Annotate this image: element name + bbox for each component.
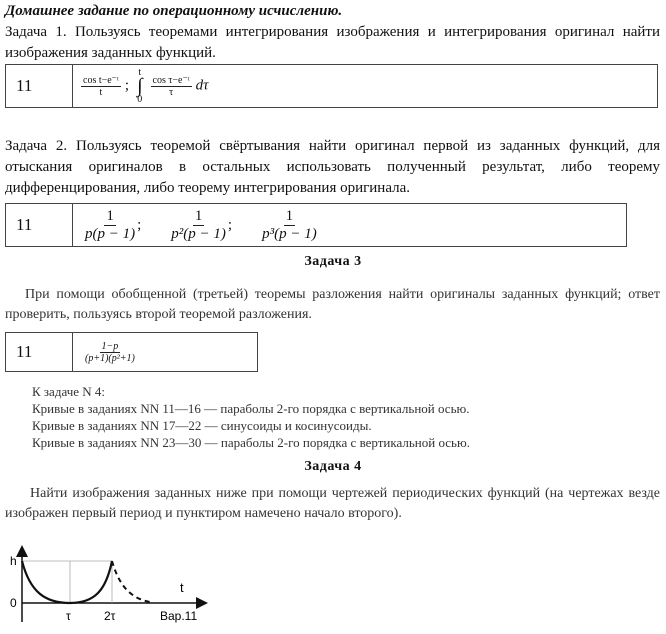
task1-fraction [81, 75, 121, 98]
integral-tail: dτ [195, 77, 209, 94]
task2-fraction-3: $\frac{1}{\text{p³(p − 1)}}$ [262, 207, 317, 242]
task3-expression [73, 333, 258, 372]
task3-numerator: 1−p [101, 340, 119, 352]
task1-text: Задача 1. Пользуясь теоремами интегрирования изображения и интегрирования оригинал найти изображения заданных функций. [5, 24, 660, 61]
task2-table [5, 203, 627, 247]
task1-denominator: t [99, 86, 103, 98]
task4-notes [32, 383, 470, 451]
notes-line-2: Кривые в заданиях NN 11—16 — параболы 2-го порядка с вертикальной осью. [32, 401, 470, 416]
integral-upper: t [138, 67, 142, 78]
integral-lower: 0 [137, 94, 143, 105]
task4-heading: Задача 4 [304, 459, 362, 474]
label-tau: τ [66, 609, 71, 623]
integrand-denominator: τ [169, 86, 174, 98]
task3-table [5, 332, 258, 372]
second-period-dashed [112, 561, 150, 602]
task2-fraction-1: $\frac{1}{p(p - 1)}$ [85, 207, 136, 242]
task1-table [5, 64, 658, 108]
task3-fraction [83, 341, 137, 364]
task3-text: При помощи обобщенной (третьей) теоремы разложения найти оригиналы заданных функций; ответ проверить, пользуясь второй теоремой разложения. [5, 287, 660, 322]
label-t: t [180, 580, 184, 595]
notes-line-3: Кривые в заданиях NN 17—22 — синусоиды и косинусоиды. [32, 418, 372, 433]
first-period-curve [22, 561, 112, 603]
notes-line-4: Кривые в заданиях NN 23—30 — параболы 2-го порядка с вертикальной осью. [32, 435, 470, 450]
notes-line-1: К задаче N 4: [32, 384, 105, 399]
task2-row-number: 11 [6, 204, 73, 247]
periodic-function-graph [0, 540, 220, 634]
integral [137, 67, 142, 105]
task1-separator: ; [124, 77, 130, 94]
task2-expressions: $\frac{1}{p(p - 1)}$ ; $\frac{1}{\text{p²(p − 1)}}$ ; $\frac{1}{\text{p³(p − 1)}}$ [73, 204, 627, 247]
integrand-fraction [151, 75, 192, 98]
task1-expression [73, 65, 658, 108]
task4-text: Найти изображения заданных ниже при помощи чертежей периодических функций (на чертежах везде изображен первый период и пунктиром намечено начало второго). [5, 486, 660, 521]
task1-numerator: cos t−e⁻ᵗ [83, 74, 119, 86]
label-zero: 0 [10, 596, 17, 610]
task1-row-number: 11 [6, 65, 73, 108]
variant-label: Вар.11 [160, 609, 198, 623]
page-title: Домашнее задание по операционному исчислению. [5, 3, 343, 19]
integral-sign: ∫ [137, 75, 143, 97]
task2-fraction-2: $\frac{1}{\text{p²(p − 1)}}$ [171, 207, 226, 242]
task2-text: Задача 2. Пользуясь теоремой свёртывания найти оригинал первой из заданных функций, для отыскания оригиналов в остальных использовать полученный результат, либо теорему дифференцирования, либо теорему интегрирования оригинала. [5, 138, 660, 196]
task3-heading: Задача 3 [304, 254, 362, 269]
label-h: h [10, 554, 17, 568]
task3-denominator: (p+1)(p²+1) [85, 352, 135, 364]
integrand-numerator: cos τ−e⁻ᵗ [152, 74, 190, 86]
task3-row-number: 11 [6, 333, 73, 372]
label-two-tau: 2τ [104, 609, 116, 623]
